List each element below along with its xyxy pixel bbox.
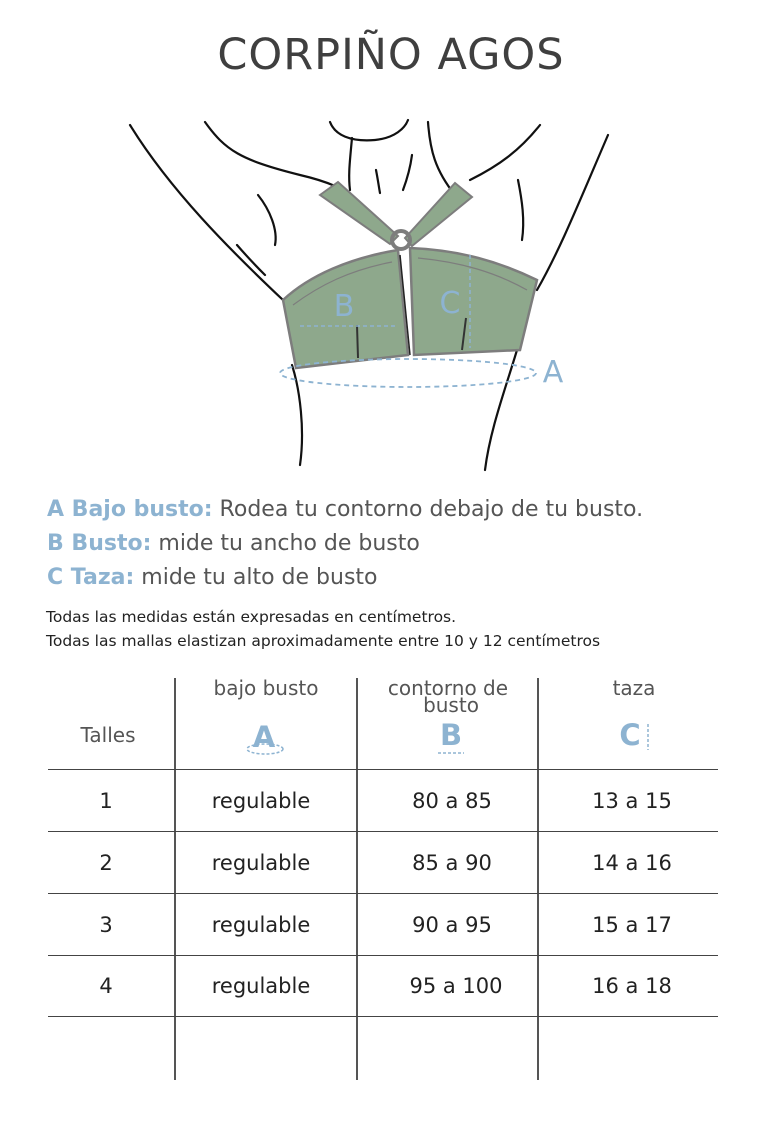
cell-bajo-busto: regulable xyxy=(211,974,311,998)
header-letter-marks xyxy=(0,670,782,770)
bra-illustration xyxy=(0,115,782,495)
legend-text-c: mide tu alto de busto xyxy=(134,565,378,590)
legend-key-b: B Busto: xyxy=(47,531,152,556)
row-divider xyxy=(48,955,718,956)
cell-talle: 3 xyxy=(99,913,113,937)
notes xyxy=(46,607,600,655)
legend-key-c: C Taza: xyxy=(47,565,135,590)
legend-row-b xyxy=(47,529,643,563)
cell-contorno: 80 a 85 xyxy=(412,789,492,813)
cell-taza: 16 a 18 xyxy=(592,974,672,998)
note-units: Todas las medidas están expresadas en centímetros. xyxy=(46,608,457,626)
size-table xyxy=(0,670,782,1090)
row-divider xyxy=(48,831,718,832)
cell-taza: 14 a 16 xyxy=(592,851,672,875)
row-divider xyxy=(48,1016,718,1017)
label-c: C xyxy=(439,286,461,321)
cell-talle: 1 xyxy=(99,789,113,813)
cell-bajo-busto: regulable xyxy=(211,789,311,813)
legend-row-a xyxy=(47,495,643,529)
cell-taza: 13 a 15 xyxy=(592,789,672,813)
header-talles: Talles xyxy=(80,723,136,747)
legend-row-c xyxy=(47,563,643,597)
header-letter-a: A xyxy=(252,720,276,754)
header-bajo-busto: bajo busto xyxy=(213,676,319,700)
cell-talle: 2 xyxy=(99,851,113,875)
header-contorno-line1: contorno de xyxy=(387,676,509,700)
cell-talle: 4 xyxy=(99,974,113,998)
cell-contorno: 90 a 95 xyxy=(412,913,492,937)
cell-bajo-busto: regulable xyxy=(211,913,311,937)
label-b: B xyxy=(333,289,355,324)
measurement-legend xyxy=(47,495,643,597)
row-divider xyxy=(48,893,718,894)
page-title: CORPIÑO AGOS xyxy=(217,30,565,80)
legend-text-b: mide tu ancho de busto xyxy=(151,531,420,556)
header-taza: taza xyxy=(612,676,656,700)
label-a: A xyxy=(542,355,564,390)
note-elasticity: Todas las mallas elastizan aproximadamente entre 10 y 12 centímetros xyxy=(46,632,601,650)
header-contorno-line2: busto xyxy=(423,693,479,717)
header-letter-c: C xyxy=(619,718,641,752)
legend-key-a: A Bajo busto: xyxy=(47,497,213,522)
cell-contorno: 85 a 90 xyxy=(412,851,492,875)
row-divider xyxy=(48,769,718,770)
header-letter-b: B xyxy=(439,718,463,752)
cell-taza: 15 a 17 xyxy=(592,913,672,937)
cell-contorno: 95 a 100 xyxy=(409,974,503,998)
legend-text-a: Rodea tu contorno debajo de tu busto. xyxy=(212,497,644,522)
cell-bajo-busto: regulable xyxy=(211,851,311,875)
